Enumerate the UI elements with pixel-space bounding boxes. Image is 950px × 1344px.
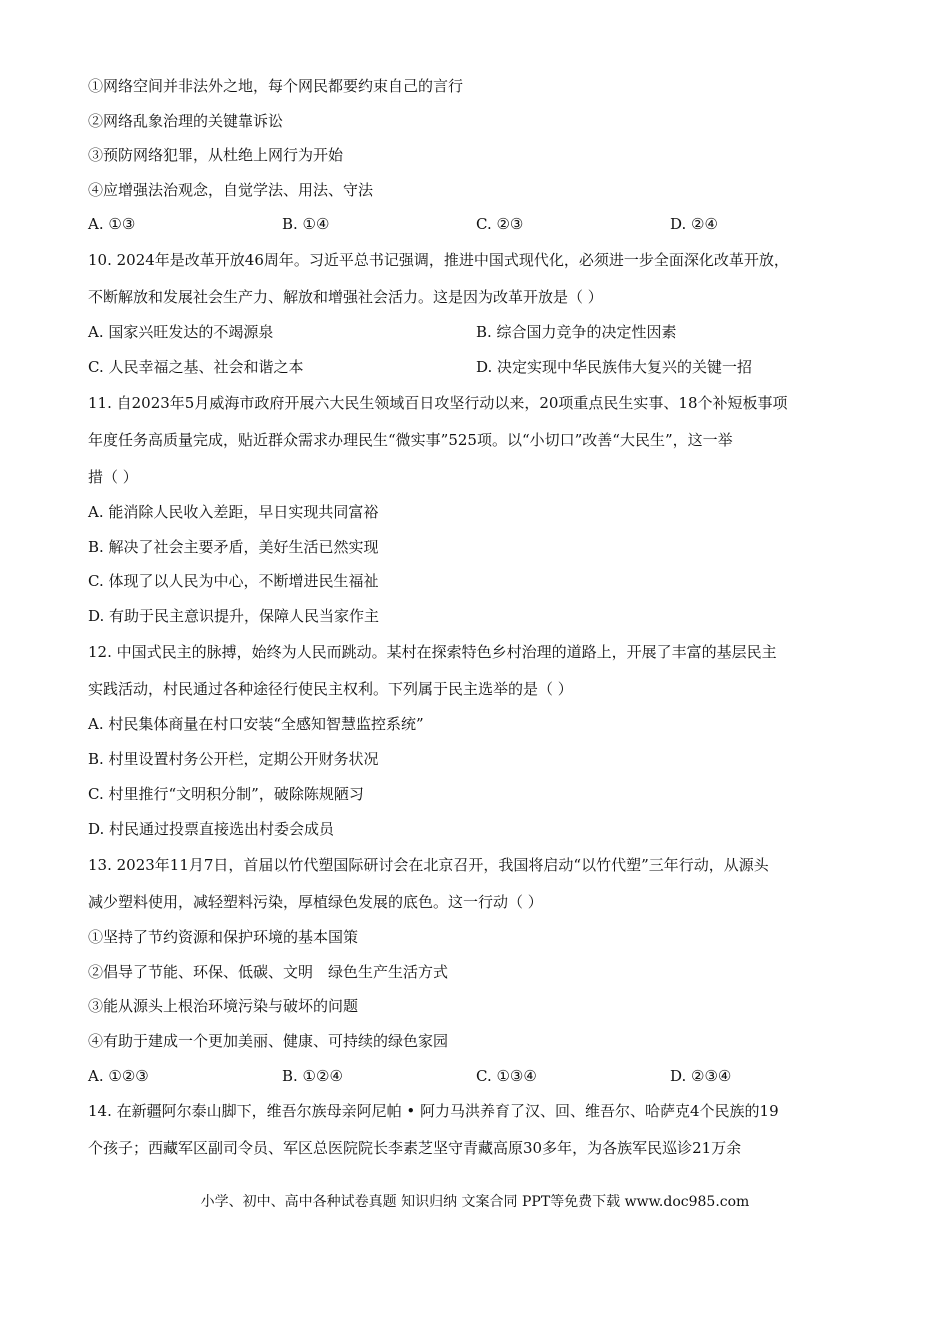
q9-option-b: B. ①④ bbox=[282, 215, 330, 233]
q9-statement-3: ③预防网络犯罪，从杜绝上网行为开始 bbox=[88, 146, 344, 164]
q13-statement-2: ②倡导了节能、环保、低碳、文明 绿色生产生活方式 bbox=[88, 963, 449, 981]
q13-option-b: B. ①②④ bbox=[282, 1067, 343, 1085]
q13-option-c: C. ①③④ bbox=[476, 1067, 537, 1085]
q14-stem-line-1: 14. 在新疆阿尔泰山脚下，维吾尔族母亲阿尼帕 • 阿力马洪养育了汉、回、维吾尔、哈萨克4个民族的19 bbox=[88, 1102, 779, 1120]
q13-stem-line-2: 减少塑料使用，减轻塑料污染，厚植绿色发展的底色。这一行动（ ） bbox=[88, 893, 543, 911]
q11-option-b: B. 解决了社会主要矛盾，美好生活已然实现 bbox=[88, 538, 379, 556]
q12-option-c: C. 村里推行“文明积分制”，破除陈规陋习 bbox=[88, 785, 364, 803]
q10-option-c: C. 人民幸福之基、社会和谐之本 bbox=[88, 358, 304, 376]
q13-options bbox=[88, 1066, 868, 1086]
q11-option-d: D. 有助于民主意识提升，保障人民当家作主 bbox=[88, 607, 380, 625]
q9-statement-4: ④应增强法治观念，自觉学法、用法、守法 bbox=[88, 181, 374, 199]
q12-option-b: B. 村里设置村务公开栏，定期公开财务状况 bbox=[88, 750, 379, 768]
q11-option-a: A. 能消除人民收入差距，早日实现共同富裕 bbox=[88, 503, 379, 521]
q10-stem-line-1: 10. 2024年是改革开放46周年。习近平总书记强调，推进中国式现代化，必须进一步全面深化改革开放， bbox=[88, 251, 789, 269]
q12-option-a: A. 村民集体商量在村口安装“全感知智慧监控系统” bbox=[88, 715, 424, 733]
q10-options-row-2 bbox=[88, 357, 868, 377]
q9-options bbox=[88, 214, 868, 234]
q12-stem-line-2: 实践活动，村民通过各种途径行使民主权利。下列属于民主选举的是（ ） bbox=[88, 680, 573, 698]
q13-option-d: D. ②③④ bbox=[670, 1067, 732, 1085]
q9-option-d: D. ②④ bbox=[670, 215, 718, 233]
q12-option-d: D. 村民通过投票直接选出村委会成员 bbox=[88, 820, 335, 838]
q10-options-row-1 bbox=[88, 322, 868, 342]
q10-option-d: D. 决定实现中华民族伟大复兴的关键一招 bbox=[476, 358, 753, 376]
q11-stem-line-2: 年度任务高质量完成，贴近群众需求办理民生“微实事”525项。以“小切口”改善“大民生”，这一举 bbox=[88, 431, 733, 449]
q12-stem-line-1: 12. 中国式民主的脉搏，始终为人民而跳动。某村在探索特色乡村治理的道路上，开展了丰富的基层民主 bbox=[88, 643, 777, 661]
q10-stem-line-2: 不断解放和发展社会生产力、解放和增强社会活力。这是因为改革开放是（ ） bbox=[88, 288, 603, 306]
q14-stem-line-2: 个孩子；西藏军区副司令员、军区总医院院长李素芝坚守青藏高原30多年，为各族军民巡诊21万余 bbox=[88, 1139, 742, 1157]
q10-option-a: A. 国家兴旺发达的不竭源泉 bbox=[88, 323, 274, 341]
q13-statement-4: ④有助于建成一个更加美丽、健康、可持续的绿色家园 bbox=[88, 1032, 449, 1050]
q11-stem-line-1: 11. 自2023年5月威海市政府开展六大民生领域百日攻坚行动以来，20项重点民生实事、18个补短板事项 bbox=[88, 394, 788, 412]
q11-stem-line-3: 措（ ） bbox=[88, 468, 138, 486]
q13-option-a: A. ①②③ bbox=[88, 1067, 149, 1085]
q9-statement-1: ①网络空间并非法外之地，每个网民都要约束自己的言行 bbox=[88, 77, 464, 95]
q13-stem-line-1: 13. 2023年11月7日，首届以竹代塑国际研讨会在北京召开，我国将启动“以竹代塑”三年行动，从源头 bbox=[88, 856, 769, 874]
q11-option-c: C. 体现了以人民为中心，不断增进民生福祉 bbox=[88, 572, 379, 590]
q9-statement-2: ②网络乱象治理的关键靠诉讼 bbox=[88, 112, 284, 130]
q9-option-a: A. ①③ bbox=[88, 215, 136, 233]
page-footer: 小学、初中、高中各种试卷真题 知识归纳 文案合同 PPT等免费下载 www.doc985.com bbox=[200, 1194, 750, 1210]
q10-option-b: B. 综合国力竞争的决定性因素 bbox=[476, 323, 677, 341]
q9-option-c: C. ②③ bbox=[476, 215, 524, 233]
q13-statement-1: ①坚持了节约资源和保护环境的基本国策 bbox=[88, 928, 359, 946]
q13-statement-3: ③能从源头上根治环境污染与破坏的问题 bbox=[88, 997, 359, 1015]
